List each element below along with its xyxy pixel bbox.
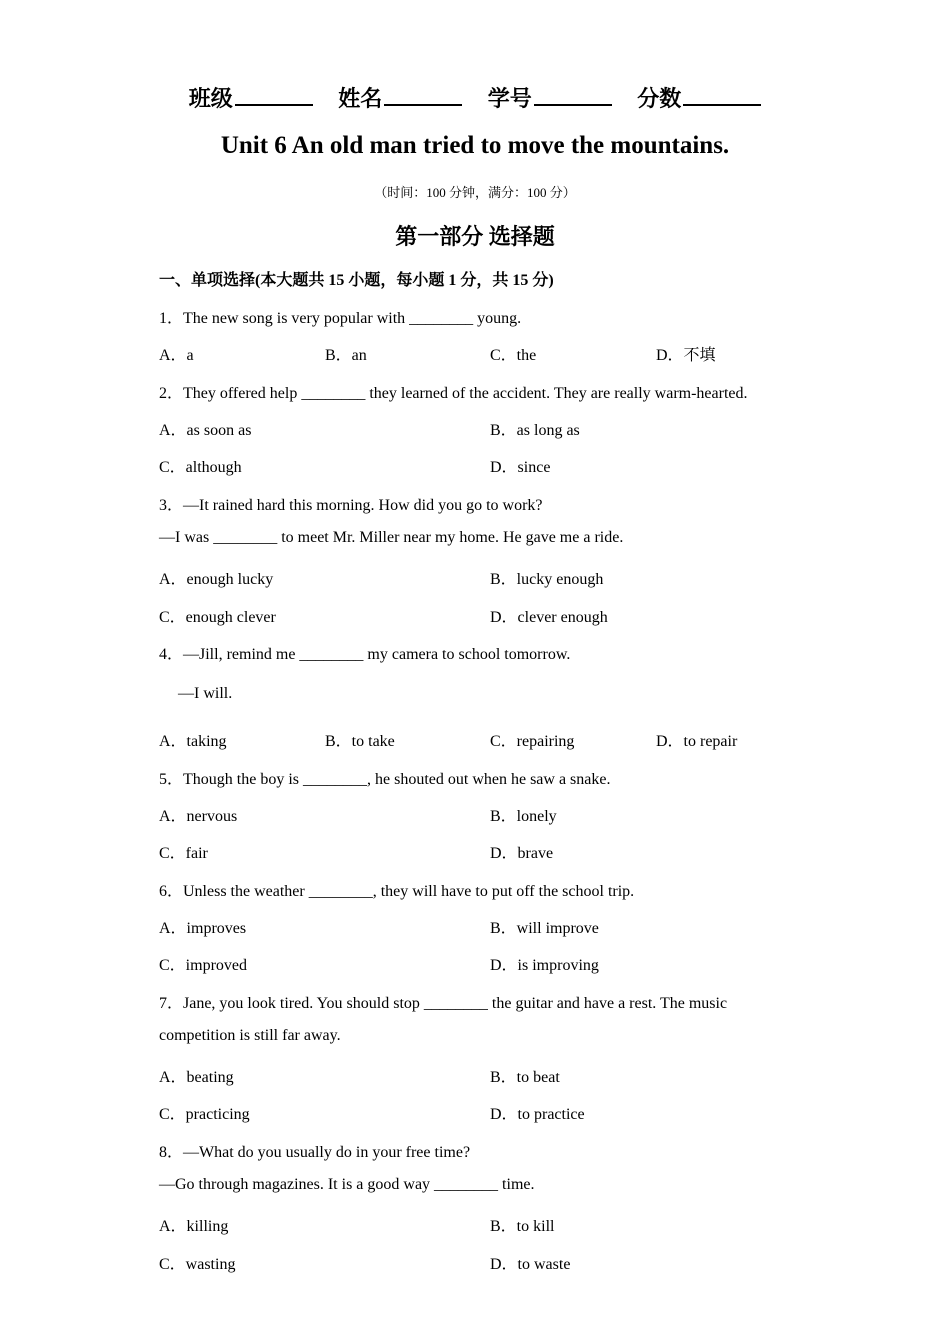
question-stem: 8．—What do you usually do in your free time? [159, 1144, 471, 1161]
name-blank[interactable] [384, 84, 462, 106]
option-a[interactable]: A．nervous [159, 808, 238, 825]
option-c[interactable]: C．practicing [159, 1106, 250, 1123]
option-a[interactable]: A．enough lucky [159, 571, 274, 588]
class-label: 班级 [188, 86, 233, 111]
question-stem: 5．Though the boy is ________, he shouted out when he saw a snake. [159, 771, 611, 788]
student-info-header [0, 82, 950, 113]
option-b[interactable]: B．to kill [490, 1218, 555, 1235]
question-stem: 4．—Jill, remind me ________ my camera to school tomorrow. [159, 646, 571, 663]
section-heading: 一、单项选择(本大题共 15 小题，每小题 1 分，共 15 分) [159, 272, 554, 289]
option-b[interactable]: B．lucky enough [490, 571, 604, 588]
score-label: 分数 [637, 86, 682, 111]
student-id-field[interactable] [488, 82, 612, 113]
option-a[interactable]: A．beating [159, 1069, 234, 1086]
option-d[interactable]: D．不填 [656, 347, 716, 364]
option-d[interactable]: D．to practice [490, 1106, 585, 1123]
option-b[interactable]: B．an [325, 347, 367, 364]
option-a[interactable]: A．a [159, 347, 194, 364]
question-stem: 2．They offered help ________ they learned of the accident. They are really warm-hearted. [159, 385, 748, 402]
student-id-blank[interactable] [534, 84, 612, 106]
option-a[interactable]: A．improves [159, 920, 247, 937]
option-c[interactable]: C．wasting [159, 1256, 236, 1273]
option-b[interactable]: B．as long as [490, 422, 580, 439]
name-label: 姓名 [338, 86, 383, 111]
question-stem-continued: —Go through magazines. It is a good way ________ time. [159, 1176, 535, 1193]
option-c[interactable]: C．fair [159, 845, 208, 862]
question-stem: 7．Jane, you look tired. You should stop ________ the guitar and have a rest. The music [159, 995, 728, 1012]
question-stem-continued: competition is still far away. [159, 1027, 341, 1044]
question-stem-continued: —I will. [178, 685, 233, 702]
option-d[interactable]: D．is improving [490, 957, 599, 974]
part-heading: 第一部分 选择题 [395, 224, 555, 249]
question-stem: 3．—It rained hard this morning. How did you go to work? [159, 497, 543, 514]
option-d[interactable]: D．clever enough [490, 609, 608, 626]
student-id-label: 学号 [487, 86, 532, 111]
option-d[interactable]: D．brave [490, 845, 554, 862]
option-b[interactable]: B．to beat [490, 1069, 560, 1086]
option-b[interactable]: B．to take [325, 733, 395, 750]
option-b[interactable]: B．lonely [490, 808, 557, 825]
class-blank[interactable] [235, 84, 313, 106]
score-blank[interactable] [683, 84, 761, 106]
page-title: Unit 6 An old man tried to move the mountains. [220, 132, 730, 159]
option-a[interactable]: A．as soon as [159, 422, 252, 439]
option-b[interactable]: B．will improve [490, 920, 599, 937]
option-c[interactable]: C．repairing [490, 733, 575, 750]
option-a[interactable]: A．taking [159, 733, 227, 750]
option-d[interactable]: D．to waste [490, 1256, 571, 1273]
option-c[interactable]: C．although [159, 459, 242, 476]
name-field[interactable] [338, 82, 462, 113]
time-note: （时间：100 分钟，满分：100 分） [374, 185, 576, 200]
class-field[interactable] [189, 82, 313, 113]
option-a[interactable]: A．killing [159, 1218, 229, 1235]
option-d[interactable]: D．since [490, 459, 551, 476]
option-c[interactable]: C．the [490, 347, 537, 364]
option-c[interactable]: C．enough clever [159, 609, 276, 626]
option-d[interactable]: D．to repair [656, 733, 738, 750]
question-stem-continued: —I was ________ to meet Mr. Miller near my home. He gave me a ride. [159, 529, 624, 546]
question-stem: 1．The new song is very popular with ________ young. [159, 310, 522, 327]
score-field[interactable] [637, 82, 761, 113]
option-c[interactable]: C．improved [159, 957, 247, 974]
question-stem: 6．Unless the weather ________, they will have to put off the school trip. [159, 883, 635, 900]
